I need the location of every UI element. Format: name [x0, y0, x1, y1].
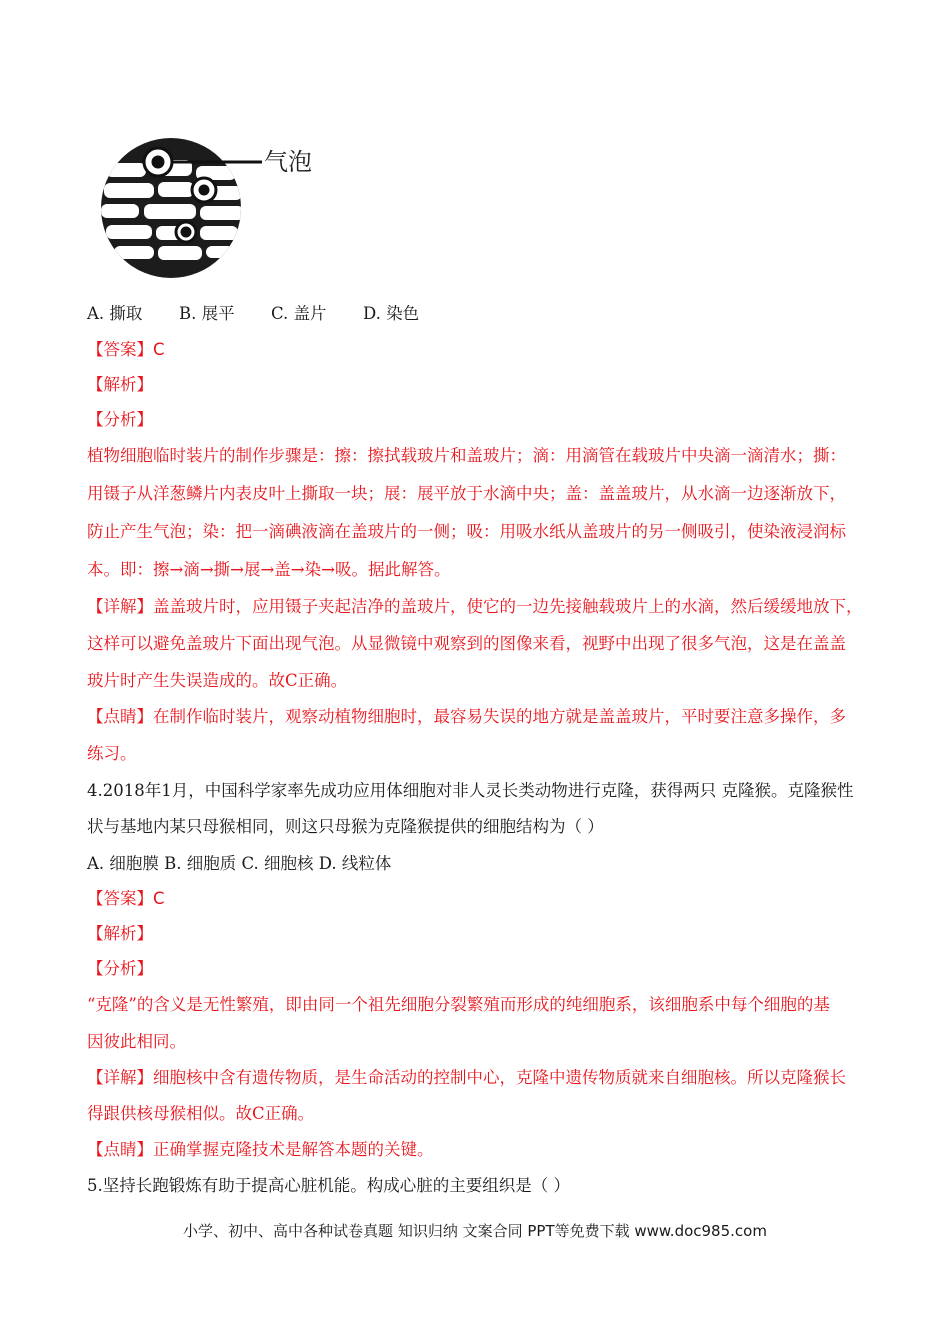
- q4-analysis-line: “克隆”的含义是无性繁殖，即由同一个祖先细胞分裂繁殖而形成的纯细胞系，该细胞系中每个细胞的基: [87, 995, 830, 1014]
- q3-options: [87, 303, 419, 325]
- q4-stem-line: 状与基地内某只母猴相同，则这只母猴为克隆猴提供的细胞结构为（ ）: [87, 817, 604, 836]
- q4-answer: [87, 888, 165, 910]
- q4-jiexi: 【解析】: [87, 924, 153, 943]
- q3-answer: [87, 339, 165, 361]
- q4-analysis-line: 因彼此相同。: [87, 1032, 186, 1051]
- q3-option-d: D. 染色: [363, 304, 420, 323]
- q3-comment-line: 练习。: [87, 744, 137, 763]
- q4-stem-line: 4.2018年1月，中国科学家率先成功应用体细胞对非人灵长类动物进行克隆，获得两只 克隆猴。克隆猴性: [87, 781, 854, 800]
- q3-analysis-line: 植物细胞临时装片的制作步骤是：擦：擦拭载玻片和盖玻片；滴：用滴管在载玻片中央滴一滴清水；撕：: [87, 446, 846, 465]
- q3-option-b: B. 展平: [179, 304, 235, 323]
- q3-detail-line: 这样可以避免盖玻片下面出现气泡。从显微镜中观察到的图像来看，视野中出现了很多气泡，这是在盖盖: [87, 634, 846, 653]
- q3-answer-value: C: [153, 340, 165, 359]
- q3-answer-tag: 【答案】: [87, 340, 153, 359]
- q3-option-a: A. 撕取: [87, 304, 143, 323]
- q4-detail-line: 得跟供核母猴相似。故C正确。: [87, 1104, 315, 1123]
- q5-stem: 5.坚持长跑锻炼有助于提高心脏机能。构成心脏的主要组织是（ ）: [87, 1176, 570, 1195]
- q3-comment-line: 【点睛】在制作临时装片，观察动植物细胞时，最容易失误的地方就是盖盖玻片，平时要注意多操作，多: [87, 707, 846, 726]
- q3-detail-line: 玻片时产生失误造成的。故C正确。: [87, 671, 348, 690]
- q3-analysis-line: 用镊子从洋葱鳞片内表皮叶上撕取一块；展：展平放于水滴中央；盖：盖盖玻片，从水滴一边逐渐放下，: [87, 484, 846, 503]
- q4-detail-line: 【详解】细胞核中含有遗传物质，是生命活动的控制中心，克隆中遗传物质就来自细胞核。所以克隆猴长: [87, 1068, 846, 1087]
- q3-fenxi: 【分析】: [87, 410, 153, 429]
- page-footer: 小学、初中、高中各种试卷真题 知识归纳 文案合同 PPT等免费下载 www.doc985.com: [183, 1222, 767, 1240]
- bubble-label: 气泡: [264, 148, 312, 176]
- q4-comment: 【点睛】正确掌握克隆技术是解答本题的关键。: [87, 1140, 434, 1159]
- q4-options: A. 细胞膜 B. 细胞质 C. 细胞核 D. 线粒体: [87, 854, 392, 873]
- q3-jiexi: 【解析】: [87, 375, 153, 394]
- q3-detail-line: 【详解】盖盖玻片时，应用镊子夹起洁净的盖玻片，使它的一边先接触载玻片上的水滴，然后缓缓地放下，: [87, 597, 863, 616]
- q3-option-c: C. 盖片: [271, 304, 327, 323]
- q4-answer-value: C: [153, 889, 165, 908]
- q3-analysis-line: 防止产生气泡；染：把一滴碘液滴在盖玻片的一侧；吸：用吸水纸从盖玻片的另一侧吸引，使染液浸润标: [87, 522, 846, 541]
- q3-analysis-line: 本。即：擦→滴→撕→展→盖→染→吸。据此解答。: [87, 560, 451, 579]
- q4-answer-tag: 【答案】: [87, 889, 153, 908]
- microscope-bubble-figure: [86, 128, 326, 278]
- q4-fenxi: 【分析】: [87, 959, 153, 978]
